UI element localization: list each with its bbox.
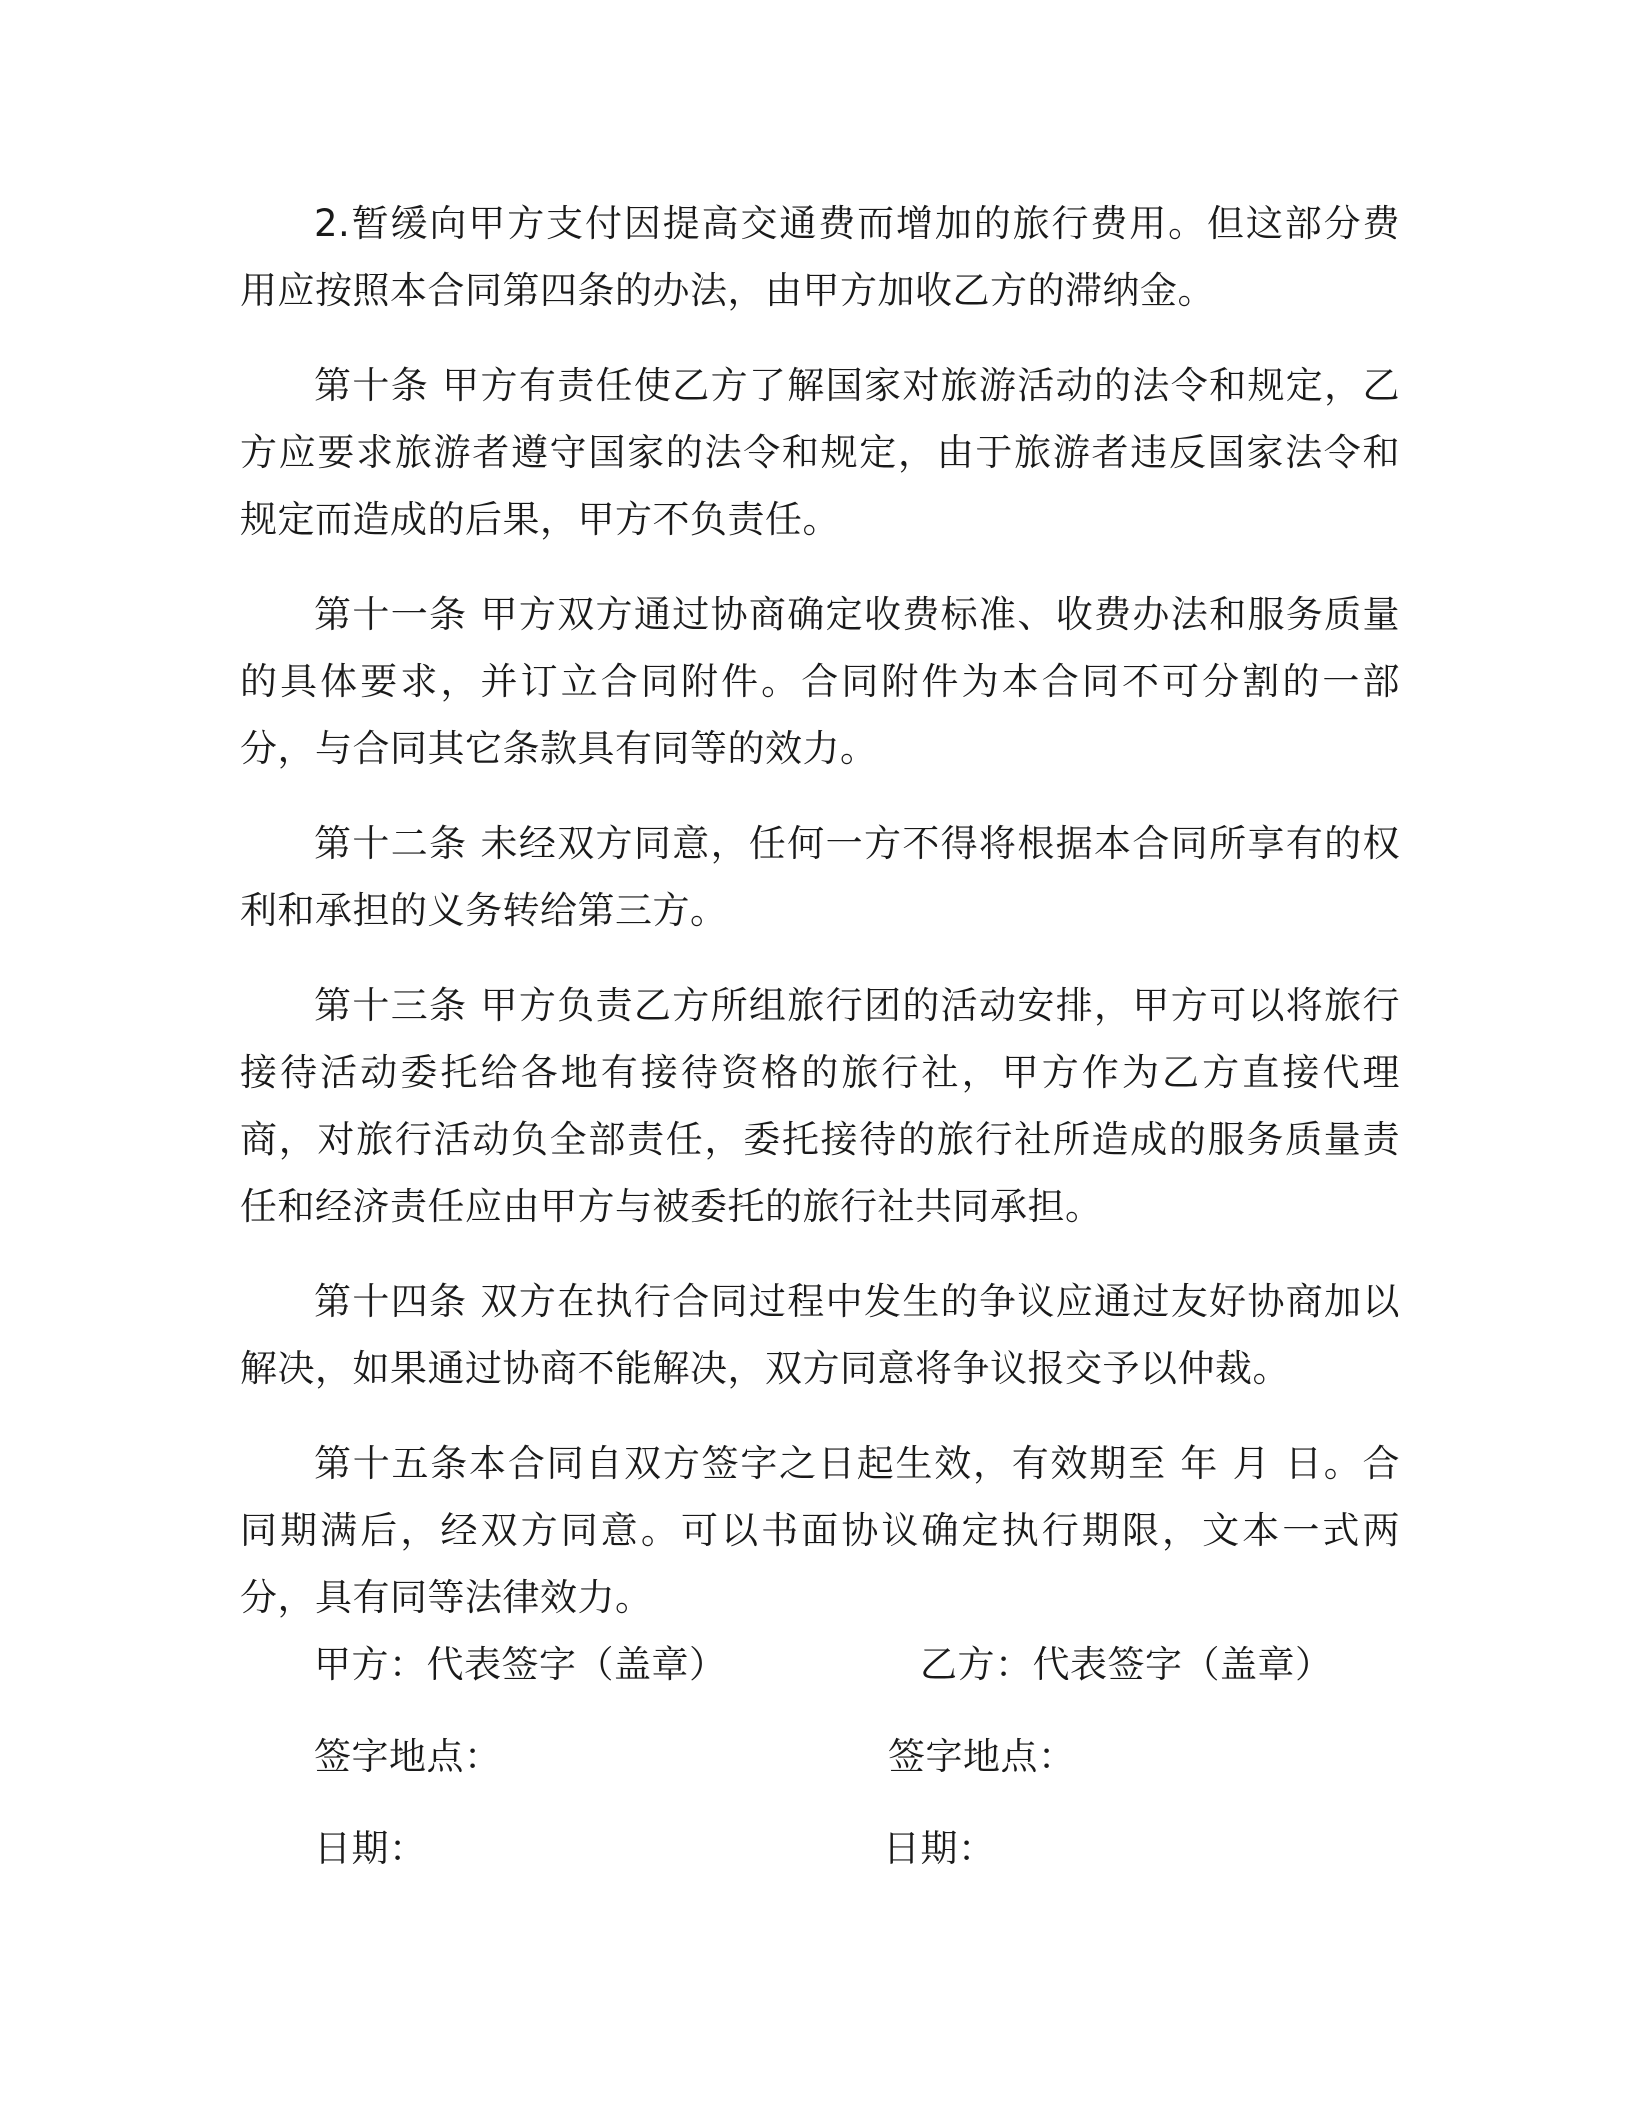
party-a-sign-place: 签字地点： (314, 1735, 502, 1778)
party-a-date: 日期： (314, 1827, 427, 1870)
clause-2-deferred-payment: 2.暂缓向甲方支付因提高交通费而增加的旅行费用。但这部分费用应按照本合同第四条的办法，由甲方加收乙方的滞纳金。 (240, 202, 1400, 312)
clause-11: 第十一条 甲方双方通过协商确定收费标准、收费办法和服务质量的具体要求，并订立合同附件。合同附件为本合同不可分割的一部分，与合同其它条款具有同等的效力。 (240, 593, 1400, 770)
clause-15: 第十五条本合同自双方签字之日起生效，有效期至 年 月 日。合同期满后，经双方同意。可以书面协议确定执行期限，文本一式两分，具有同等法律效力。 (240, 1442, 1400, 1619)
party-b-date: 日期： (883, 1827, 996, 1870)
clause-12: 第十二条 未经双方同意，任何一方不得将根据本合同所享有的权利和承担的义务转给第三方。 (240, 822, 1400, 932)
party-b-representative: 乙方：代表签字（盖章） (920, 1643, 1333, 1686)
clause-10: 第十条 甲方有责任使乙方了解国家对旅游活动的法令和规定，乙方应要求旅游者遵守国家的法令和规定，由于旅游者违反国家法令和规定而造成的后果，甲方不负责任。 (240, 364, 1400, 541)
party-b-sign-place: 签字地点： (888, 1735, 1076, 1778)
party-a-representative: 甲方：代表签字（盖章） (314, 1643, 727, 1686)
clause-13: 第十三条 甲方负责乙方所组旅行团的活动安排，甲方可以将旅行接待活动委托给各地有接待资格的旅行社，甲方作为乙方直接代理商，对旅行活动负全部责任，委托接待的旅行社所造成的服务质量责任和经济责任应由甲方与被委托的旅行社共同承担。 (240, 984, 1400, 1228)
clause-14: 第十四条 双方在执行合同过程中发生的争议应通过友好协商加以解决，如果通过协商不能解决，双方同意将争议报交予以仲裁。 (240, 1280, 1400, 1390)
contract-body (240, 190, 1400, 1659)
